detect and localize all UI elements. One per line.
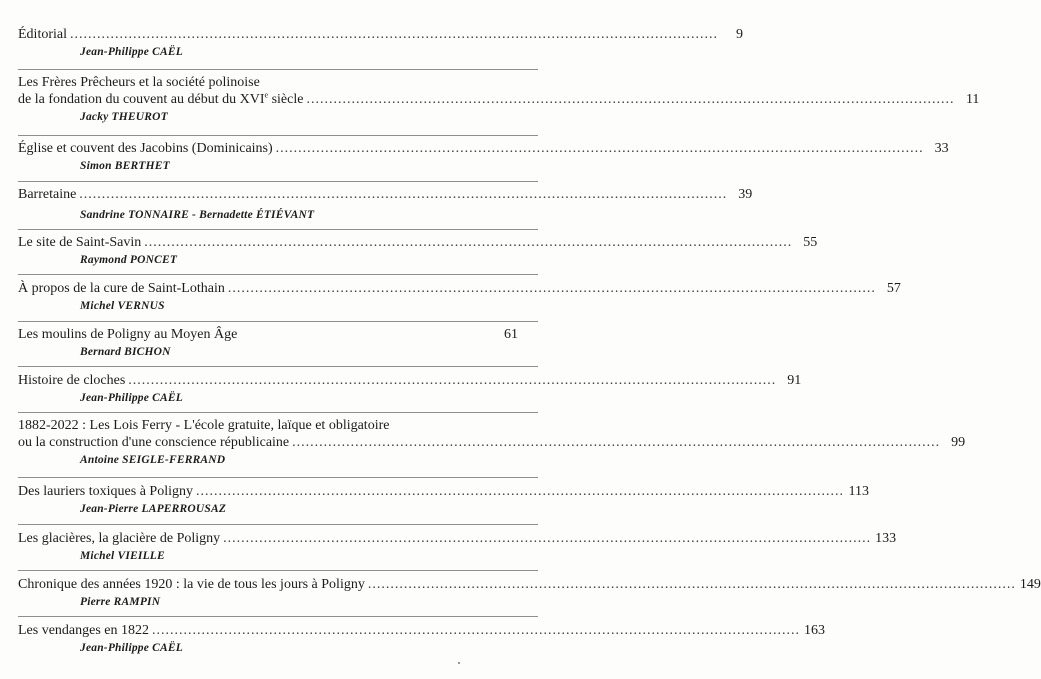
toc-entry: [18, 576, 1041, 609]
entry-author: Simon BERTHET: [80, 160, 170, 172]
entry-author: Jacky THEUROT: [80, 111, 168, 123]
entry-author: Raymond PONCET: [80, 254, 178, 266]
toc-entry: [18, 26, 743, 59]
dot-leader: ................................................................................................................................................: [79, 187, 728, 202]
entry-author: Pierre RAMPIN: [80, 596, 161, 608]
dot-leader: ................................................................................................................................................: [144, 235, 793, 250]
toc-entry: [18, 417, 966, 467]
page-number: 33: [934, 141, 949, 156]
toc-title-line: [18, 326, 518, 343]
entry-title: 1882-2022 : Les Lois Ferry - L'école gratuite, laïque et obligatoire: [18, 418, 390, 433]
toc-title-line: [18, 622, 826, 639]
page-number: 9: [736, 27, 743, 42]
page-number: 11: [965, 92, 980, 107]
toc-entry: [18, 186, 753, 222]
entry-author: Michel VIEILLE: [80, 550, 165, 562]
separator-line: [18, 181, 538, 182]
page-number: 91: [787, 373, 802, 388]
dot-leader: ................................................................................................................................................: [152, 623, 801, 638]
dot-leader: ................................................................................................................................................: [292, 435, 941, 450]
dot-leader: ................................................................................................................................................: [195, 484, 844, 499]
page-number: 55: [803, 235, 818, 250]
toc-title-line: [18, 186, 753, 203]
entry-title: Les glacières, la glacière de Poligny: [18, 531, 221, 546]
page-number: 149: [1019, 577, 1041, 592]
separator-line: [18, 524, 538, 525]
entry-title-continued: ou la construction d'une conscience républicaine: [18, 435, 290, 450]
toc-entry: [18, 622, 826, 655]
entry-title: Des lauriers toxiques à Poligny: [18, 484, 193, 499]
entry-author: Jean-Philippe CAËL: [80, 46, 183, 58]
entry-title: Chronique des années 1920 : la vie de tous les jours à Poligny: [18, 577, 365, 592]
entry-author: Jean-Philippe CAËL: [80, 642, 183, 654]
separator-line: [18, 412, 538, 413]
dot-leader: ................................................................................................................................................: [275, 141, 924, 156]
separator-line: [18, 616, 538, 617]
entry-author: Sandrine TONNAIRE - Bernadette ÉTIÉVANT: [80, 209, 315, 221]
page-number: 163: [804, 623, 826, 638]
toc-title-line: [18, 417, 518, 434]
toc-title-line: [18, 74, 518, 91]
toc-entry: [18, 326, 518, 359]
toc-title-line: [18, 234, 818, 251]
entry-author: Bernard BICHON: [80, 346, 171, 358]
page-number: 39: [738, 187, 753, 202]
toc-title-line: [18, 90, 980, 108]
entry-title: Barretaine: [18, 187, 77, 202]
dot-leader: ................................................................................................................................................: [70, 27, 718, 42]
page-number: 113: [848, 484, 869, 499]
toc-title-line: [18, 434, 966, 451]
dot-leader: ................................................................................................................................................: [227, 281, 876, 296]
toc-entry: [18, 74, 980, 124]
scan-speck: [458, 662, 460, 664]
toc-entry: [18, 483, 869, 516]
separator-line: [18, 366, 538, 367]
toc-entry: [18, 234, 818, 267]
toc-entry: [18, 140, 949, 173]
separator-line: [18, 69, 538, 70]
dot-leader: ................................................................................................................................................: [367, 577, 1016, 592]
page-number: 99: [951, 435, 966, 450]
toc-title-line: [18, 530, 897, 547]
toc-title-line: [18, 280, 901, 297]
separator-line: [18, 321, 538, 322]
entry-author: Jean-Pierre LAPERROUSAZ: [80, 503, 227, 515]
separator-line: [18, 477, 538, 478]
entry-title: Les vendanges en 1822: [18, 623, 150, 638]
entry-author: Jean-Philippe CAËL: [80, 392, 183, 404]
entry-title: Éditorial: [18, 27, 67, 42]
toc-title-line: [18, 140, 949, 157]
entry-title: Les moulins de Poligny au Moyen Âge: [18, 327, 238, 342]
dot-leader: ................................................................................................................................................: [306, 92, 955, 107]
separator-line: [18, 274, 538, 275]
page-number: 61: [504, 327, 518, 342]
entry-title: À propos de la cure de Saint-Lothain: [18, 281, 225, 296]
entry-title: Le site de Saint-Savin: [18, 235, 142, 250]
entry-author: Antoine SEIGLE-FERRAND: [80, 454, 226, 466]
separator-line: [18, 229, 538, 230]
separator-line: [18, 135, 538, 136]
toc-entry: [18, 530, 897, 563]
page-number: 57: [886, 281, 901, 296]
toc-title-line: [18, 483, 869, 500]
toc-entry: [18, 372, 802, 405]
toc-title-line: [18, 372, 802, 389]
toc-title-line: [18, 576, 1041, 593]
entry-author: Michel VERNUS: [80, 300, 165, 312]
dot-leader: ................................................................................................................................................: [128, 373, 777, 388]
dot-leader: ................................................................................................................................................: [223, 531, 872, 546]
toc-title-line: [18, 26, 743, 43]
entry-title: Histoire de cloches: [18, 373, 126, 388]
toc-entry: [18, 280, 901, 313]
entry-title: Les Frères Prêcheurs et la société polinoise: [18, 75, 260, 90]
page-number: 133: [875, 531, 897, 546]
entry-title: Église et couvent des Jacobins (Dominicains): [18, 141, 273, 156]
entry-title-continued: de la fondation du couvent au début du XVIe siècle: [18, 90, 304, 107]
separator-line: [18, 570, 538, 571]
